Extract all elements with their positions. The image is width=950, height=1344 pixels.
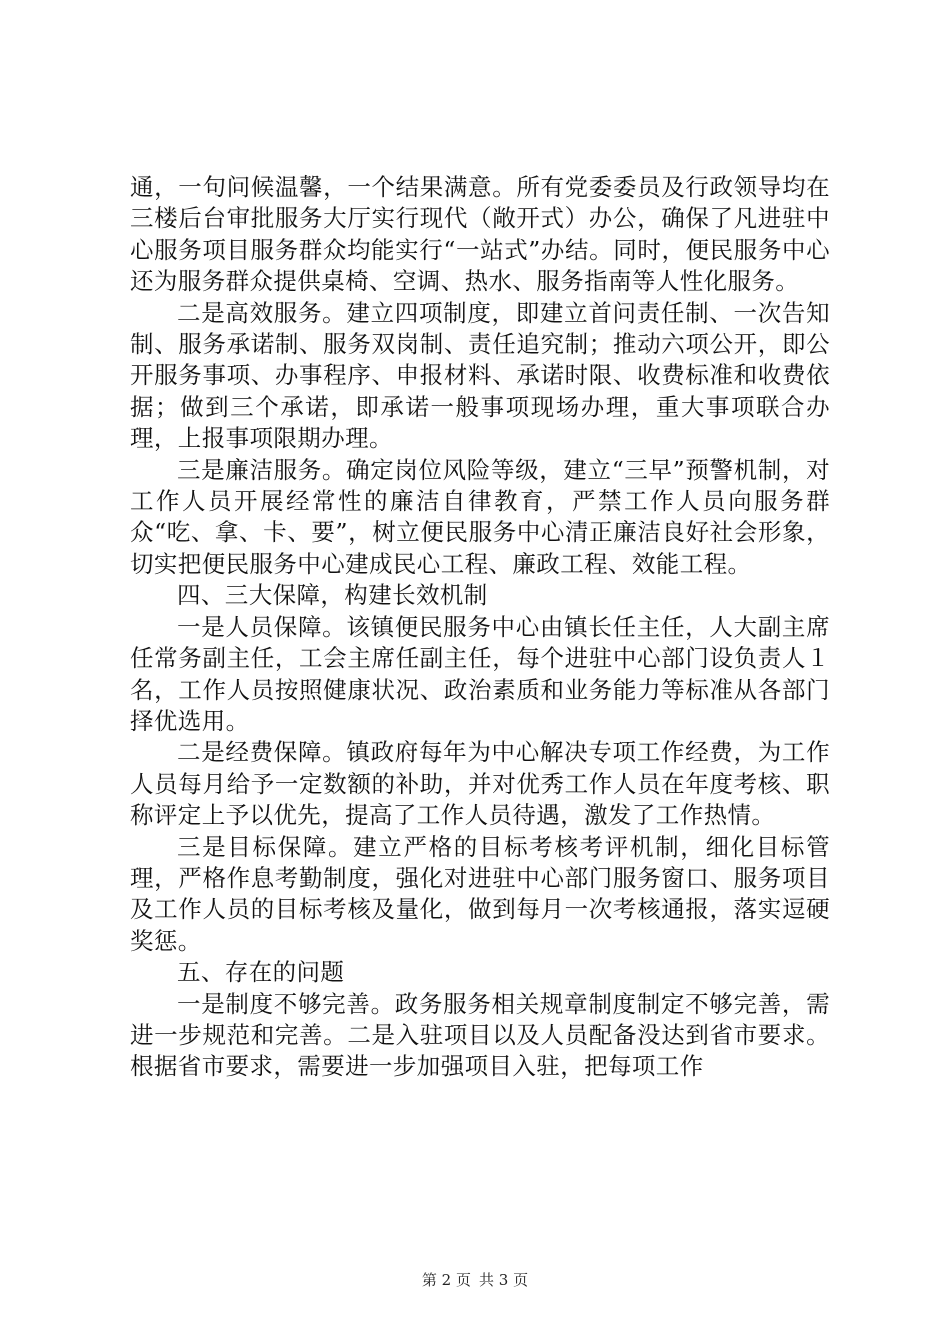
paragraph-efficient-service: 二是高效服务。建立四项制度，即建立首问责任制、一次告知制、服务承诺制、服务双岗制、责任追究制；推动六项公开，即公开服务事项、办事程序、申报材料、承诺时限、收费标准和收费依据；做到三个承诺，即承诺一般事项现场办理，重大事项联合办理，上报事项限期办理。 <box>130 298 830 453</box>
document-body <box>130 172 830 1083</box>
section-heading-problems: 五、存在的问题 <box>177 958 345 987</box>
paragraph-continuation: 通，一句问候温馨，一个结果满意。所有党委委员及行政领导均在三楼后台审批服务大厅实行现代（敞开式）办公，确保了凡进驻中心服务项目服务群众均能实行“一站式”办结。同时，便民服务中心还为服务群众提供桌椅、空调、热水、服务指南等人性化服务。 <box>130 173 830 296</box>
paragraph-target-guarantee: 三是目标保障。建立严格的目标考核考评机制，细化目标管理，严格作息考勤制度，强化对进驻中心部门服务窗口、服务项目及工作人员的目标考核及量化，做到每月一次考核通报，落实逗硬奖惩。 <box>130 832 830 955</box>
page-number: 第 2 页 <box>421 1271 471 1289</box>
paragraph-funding-guarantee: 二是经费保障。镇政府每年为中心解决专项工作经费，为工作人员每月给予一定数额的补助，并对优秀工作人员在年度考核、职称评定上予以优先，提高了工作人员待遇，激发了工作热情。 <box>130 738 830 830</box>
section-heading-guarantees: 四、三大保障，构建长效机制 <box>177 581 488 610</box>
page-total: 共 3 页 <box>479 1271 529 1289</box>
page-footer <box>0 1270 950 1290</box>
paragraph-problems: 一是制度不够完善。政务服务相关规章制度制定不够完善，需进一步规范和完善。二是入驻项目以及人员配备没达到省市要求。根据省市要求，需要进一步加强项目入驻，把每项工作 <box>130 989 830 1081</box>
paragraph-personnel-guarantee: 一是人员保障。该镇便民服务中心由镇长任主任，人大副主席任常务副主任，工会主席任副主任，每个进驻中心部门设负责人１名，工作人员按照健康状况、政治素质和业务能力等标准从各部门择优选用。 <box>130 612 830 735</box>
paragraph-clean-service: 三是廉洁服务。确定岗位风险等级，建立“三早”预警机制，对工作人员开展经常性的廉洁自律教育，严禁工作人员向服务群众“吃、拿、卡、要”，树立便民服务中心清正廉洁良好社会形象，切实把便民服务中心建成民心工程、廉政工程、效能工程。 <box>130 455 830 578</box>
